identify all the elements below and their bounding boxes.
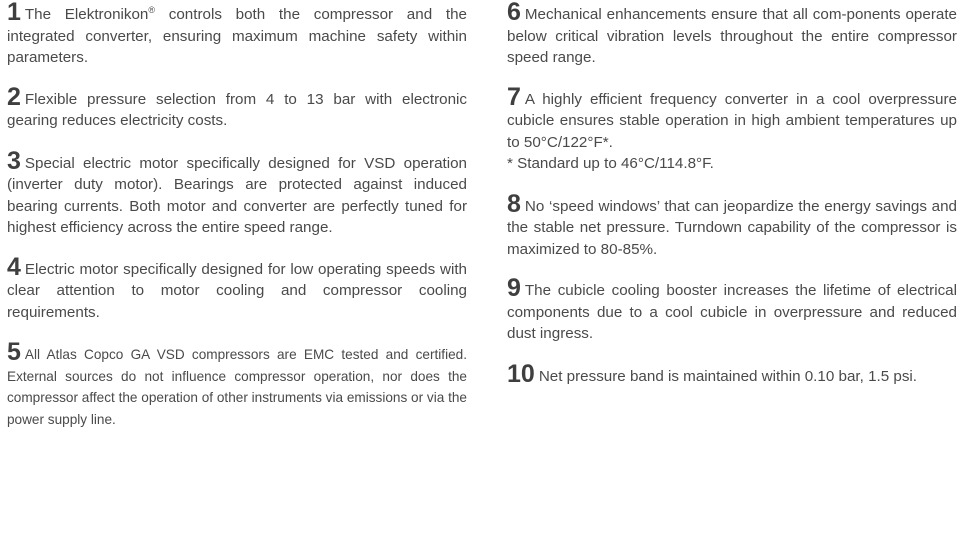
feature-number: 2 <box>7 82 21 111</box>
feature-item-10 <box>507 359 957 388</box>
feature-text: 1 The Elektronikon® controls both the compressor and the integrated converter, ensuring maximum machine safety within parameters. <box>7 0 467 66</box>
feature-number: 5 <box>7 338 21 366</box>
feature-item-9 <box>507 274 957 345</box>
footnote: * Standard up to 46°C/114.8°F. <box>507 155 714 172</box>
registered-mark: ® <box>148 5 156 15</box>
feature-number: 4 <box>7 252 21 281</box>
feature-text: 10 Net pressure band is maintained within 0.10 bar, 1.5 psi. <box>507 359 918 388</box>
feature-text: 6 Mechanical enhancements ensure that all com-ponents operate below critical vibration levels throughout the entire compressor speed range. <box>507 0 957 66</box>
left-column <box>7 0 467 430</box>
feature-item-5 <box>7 338 467 430</box>
feature-text: 5 All Atlas Copco GA VSD compressors are EMC tested and certified. External sources do not influence compressor operation, nor does the compressor affect the operation of other instruments via emissions or via the power supply line. <box>7 338 467 427</box>
feature-text: 7 A highly efficient frequency converter in a cool overpressure cubicle ensures stable operation in high ambient temperatures up to 50°C/122°F*. <box>507 82 957 151</box>
feature-number: 10 <box>507 359 535 388</box>
feature-text: 9 The cubicle cooling booster increases the lifetime of electrical components due to a cool cubicle in overpressure and reduced dust ingress. <box>507 274 957 342</box>
feature-number: 1 <box>7 0 21 26</box>
feature-item-2 <box>7 82 467 132</box>
feature-item-7 <box>507 82 957 175</box>
feature-item-3 <box>7 146 467 239</box>
feature-number: 7 <box>507 82 521 111</box>
feature-number: 3 <box>7 146 21 175</box>
feature-number: 9 <box>507 274 521 302</box>
feature-text: 2 Flexible pressure selection from 4 to 13 bar with electronic gearing reduces electricity costs. <box>7 82 467 129</box>
feature-number: 6 <box>507 0 521 26</box>
right-column <box>507 0 957 388</box>
feature-item-4 <box>7 252 467 324</box>
feature-text: 4 Electric motor specifically designed for low operating speeds with clear attention to motor cooling and compressor cooling requirements. <box>7 252 467 321</box>
feature-number: 8 <box>507 189 521 218</box>
feature-item-6 <box>507 0 957 69</box>
feature-item-8 <box>507 189 957 261</box>
feature-item-1 <box>7 0 467 69</box>
feature-text: 8 No ‘speed windows’ that can jeopardize the energy savings and the stable net pressure. Turndown capability of the compressor is maximized to 80-85%. <box>507 189 957 258</box>
feature-text: 3 Special electric motor specifically designed for VSD operation (inverter duty motor). Bearings are protected against induced bearing currents. Both motor and converter are perfectly tuned for highest efficiency across the entire speed range. <box>7 146 467 236</box>
